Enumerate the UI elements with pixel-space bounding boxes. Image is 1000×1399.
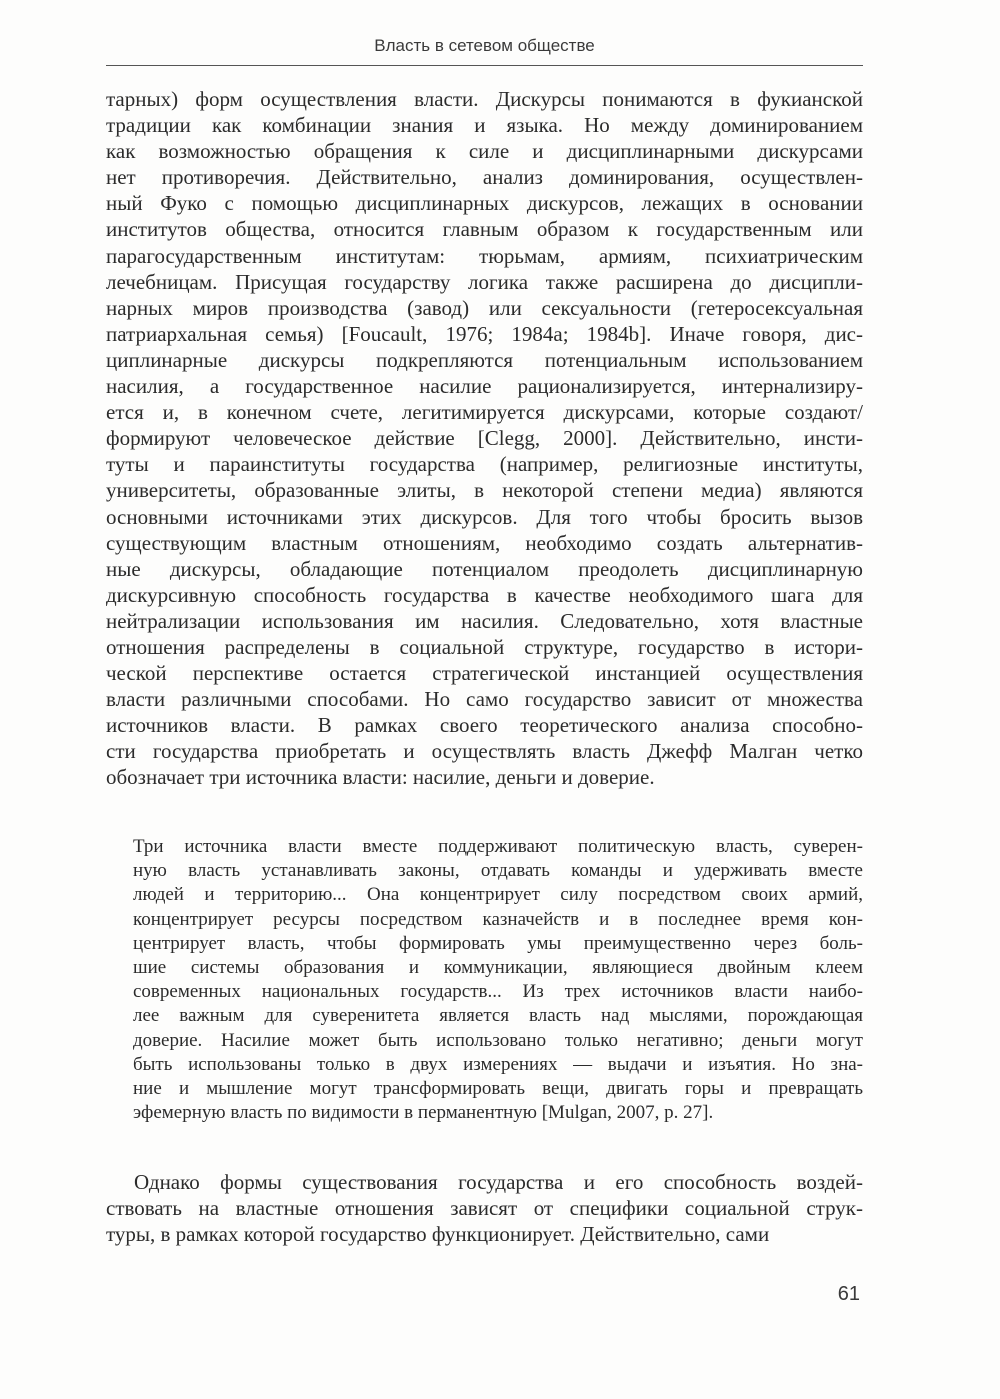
text-line: насилия, а государственное насилие рационализируется, интернализиру- — [106, 374, 863, 399]
block-quote — [133, 835, 863, 1125]
text-line: эфемерную власть по видимости в перманентную [Mulgan, 2007, p. 27]. — [133, 1102, 714, 1124]
text-line: концентрирует ресурсы посредством казначейств и в последнее время кон- — [133, 908, 863, 930]
text-line: традиции как комбинации знания и языка. Но между доминированием — [106, 113, 863, 138]
text-line: туры, в рамках которой государство функционирует. Действительно, сами — [106, 1222, 770, 1247]
text-line: патриархальная семья) [Foucault, 1976; 1984a; 1984b]. Иначе говоря, дис- — [106, 321, 863, 346]
text-line: лее важным для суверенитета является власть над мыслями, порождающая — [133, 1005, 863, 1027]
text-line: дискурсивную способность государства в качестве необходимого шага для — [106, 582, 863, 607]
text-line: сти государства приобретать и осуществлять власть Джефф Малган четко — [106, 739, 863, 764]
text-line: университеты, образованные элиты, в некоторой степени медиа) являются — [106, 478, 863, 503]
text-line: ется и, в конечном счете, легитимируется дискурсами, которые создают/ — [106, 400, 863, 425]
text-line: ную власть устанавливать законы, отдавать команды и удерживать вместе — [133, 860, 863, 882]
page-number: 61 — [837, 1283, 860, 1305]
text-line: тарных) форм осуществления власти. Дискурсы понимаются в фукианской — [106, 87, 863, 111]
text-line: нет противоречия. Действительно, анализ доминирования, осуществлен- — [106, 165, 863, 190]
text-line: обозначает три источника власти: насилие, деньги и доверие. — [106, 765, 655, 790]
paragraph-1 — [106, 86, 863, 791]
text-line: формируют человеческое действие [Clegg, 2000]. Действительно, инсти- — [106, 426, 863, 451]
text-line: быть использованы только в двух измерениях — выдачи и изъятия. Но зна- — [133, 1053, 863, 1075]
text-line: ствовать на властные отношения зависят от специфики социальной струк- — [106, 1196, 863, 1221]
text-line: как возможностью обращения к силе и дисциплинарными дискурсами — [106, 139, 863, 164]
text-line: источников власти. В рамках своего теоретического анализа способно- — [106, 713, 863, 738]
paragraph-2 — [106, 1169, 863, 1247]
text-line: ние и мышление могут трансформировать вещи, двигать горы и превращать — [133, 1078, 863, 1100]
text-line: доверие. Насилие может быть использовано только негативно; деньги могут — [133, 1029, 863, 1051]
text-line: институтов общества, относится главным образом к государственным или — [106, 217, 863, 242]
text-line: нейтрализации использования им насилия. Следовательно, хотя властные — [106, 608, 863, 633]
text-line: Однако формы существования государства и его способность воздей- — [134, 1170, 863, 1194]
text-line: парагосударственным институтам: тюрьмам, армиям, психиатрическим — [106, 243, 863, 268]
text-line: основными источниками этих дискурсов. Для того чтобы бросить вызов — [106, 504, 863, 529]
text-line: циплинарные дискурсы подкрепляются потенциальным использованием — [106, 347, 863, 372]
text-line: существующим властным отношениям, необходимо создать альтернатив- — [106, 530, 863, 555]
running-title: Власть в сетевом обществе — [374, 36, 595, 55]
text-line: ческой перспективе остается стратегической инстанцией осуществления — [106, 661, 863, 686]
text-line: Три источника власти вместе поддерживают политическую власть, суверен- — [133, 836, 863, 857]
text-line: отношения распределены в социальной структуре, государство в истори- — [106, 634, 863, 659]
text-line: людей и территорию... Она концентрирует силу посредством своих армий, — [133, 884, 863, 906]
text-line: туты и параинституты государства (например, религиозные институты, — [106, 452, 863, 477]
text-line: власти различными способами. Но само государство зависит от множества — [106, 687, 863, 712]
text-line: нарных миров производства (завод) или сексуальности (гетеросексуальная — [106, 295, 863, 320]
text-line: лечебницам. Присущая государству логика также расширена до дисципли- — [106, 269, 863, 294]
text-line: центрирует власть, чтобы формировать умы преимущественно через боль- — [133, 932, 863, 954]
text-line: шие системы образования и коммуникации, являющиеся двойным клеем — [133, 957, 863, 979]
text-line: ный Фуко с помощью дисциплинарных дискурсов, лежащих в основании — [106, 191, 863, 216]
header-rule — [106, 65, 863, 66]
text-line: ные дискурсы, обладающие потенциалом преодолеть дисциплинарную — [106, 556, 863, 581]
text-line: современных национальных государств... Из трех источников власти наибо- — [133, 981, 863, 1003]
